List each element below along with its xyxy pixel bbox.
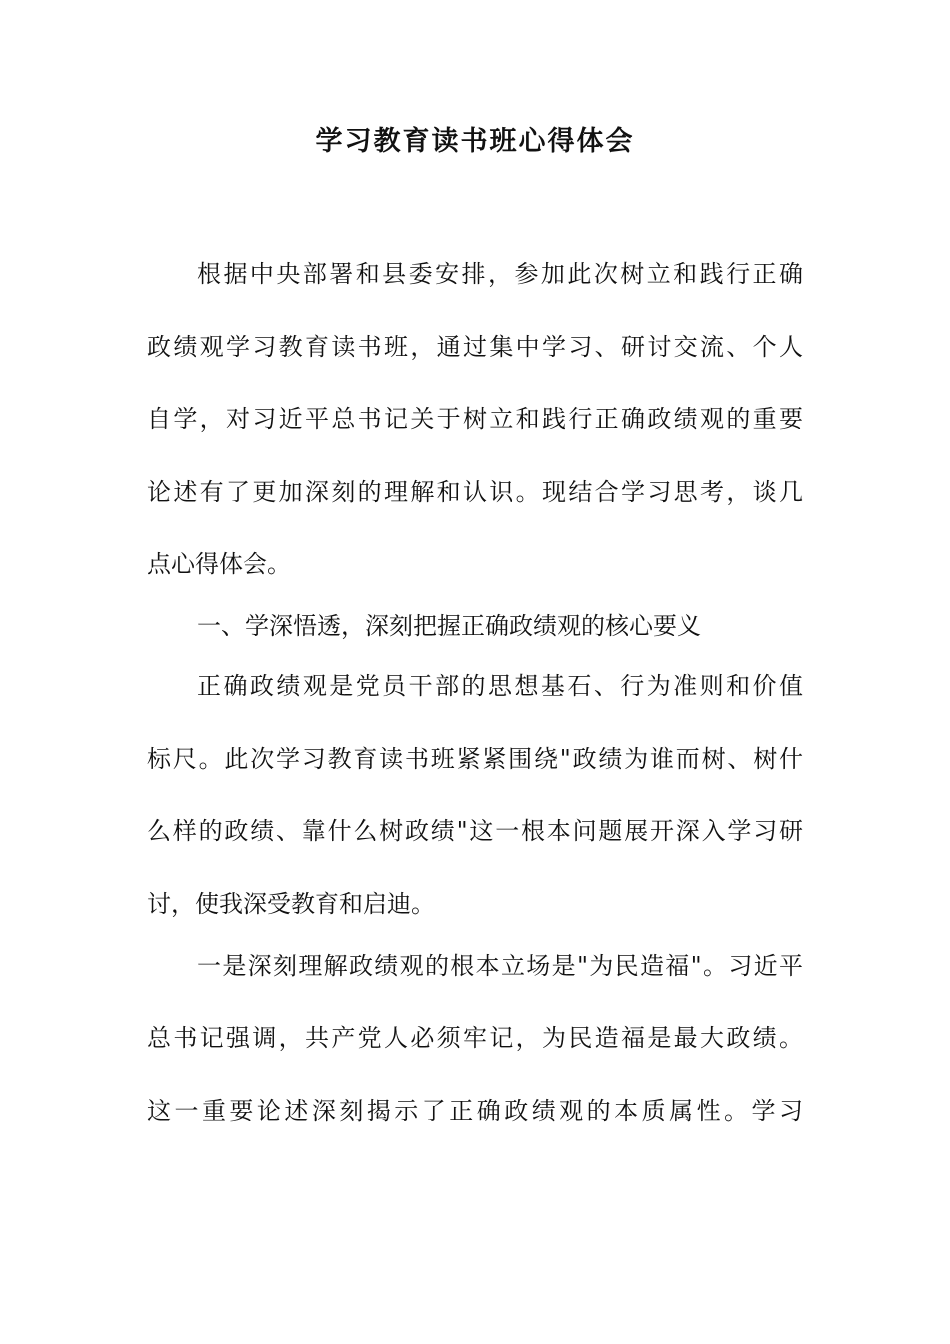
paragraph-line: 讨，使我深受教育和启迪。 bbox=[147, 889, 435, 918]
paragraph-line: 一是深刻理解政绩观的根本立场是"为民造福"。习近平 bbox=[197, 951, 803, 980]
paragraph-line: 论述有了更加深刻的理解和认识。现结合学习思考，谈几 bbox=[147, 477, 803, 506]
paragraph-line: 正确政绩观是党员干部的思想基石、行为准则和价值 bbox=[197, 672, 803, 700]
section-heading: 一、学深悟透，深刻把握正确政绩观的核心要义 bbox=[197, 612, 701, 640]
paragraph-line: 么样的政绩、靠什么树政绩"这一根本问题展开深入学习研 bbox=[147, 817, 803, 845]
paragraph-line: 总书记强调，共产党人必须牢记，为民造福是最大政绩。 bbox=[147, 1024, 803, 1052]
paragraph-line: 根据中央部署和县委安排，参加此次树立和践行正确 bbox=[197, 260, 803, 288]
document-body bbox=[147, 250, 803, 1159]
paragraph-line: 标尺。此次学习教育读书班紧紧围绕"政绩为谁而树、树什 bbox=[147, 744, 803, 773]
paragraph-line: 点心得体会。 bbox=[147, 550, 291, 578]
document-title: 学习教育读书班心得体会 bbox=[315, 126, 635, 157]
paragraph-line: 政绩观学习教育读书班，通过集中学习、研讨交流、个人 bbox=[147, 332, 803, 361]
paragraph-line: 这一重要论述深刻揭示了正确政绩观的本质属性。学习 bbox=[147, 1096, 803, 1125]
paragraph-line: 自学，对习近平总书记关于树立和践行正确政绩观的重要 bbox=[147, 405, 803, 433]
